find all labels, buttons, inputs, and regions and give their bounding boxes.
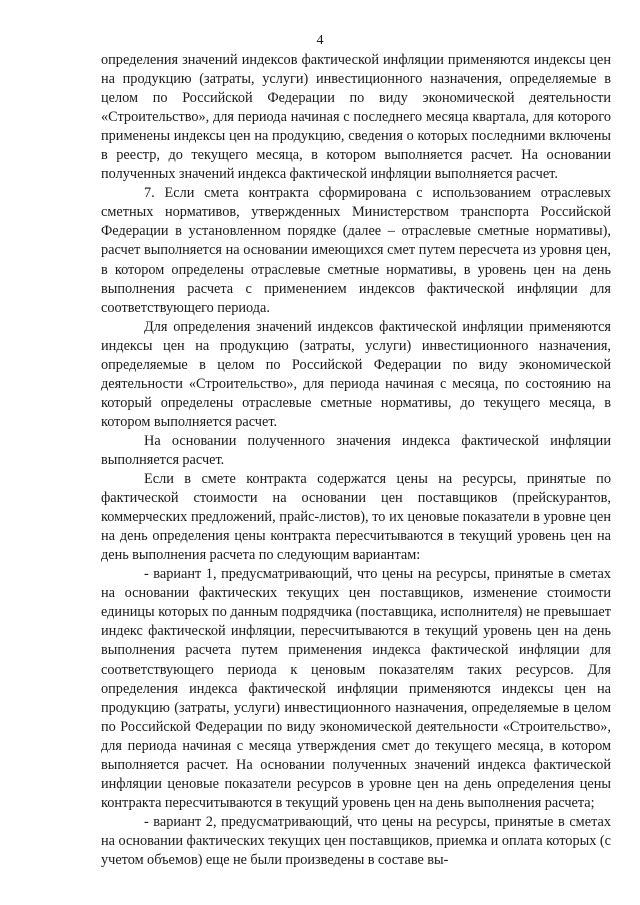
paragraph-4: На основании полученного значения индекса фактической инфляции выполняется расчет. xyxy=(101,432,611,468)
paragraph-variant-1: - вариант 1, предусматривающий, что цены на ресурсы, принятые в сметах на основании фактических текущих цен поставщиков, изменение стоимости единицы которых по данным подрядчика (поставщика, исполнителя) не превышает индекс фактической инфляции, пересчитываются в текущий уровень цен на день выполнения расчета путем применения индекса фактической инфляции для соответствующего периода к ценовым показателям таких ресурсов. Для определения индекса фактической инфляции применяются индексы цен на продукцию (затраты, услуги) инвестиционного назначения, определяемые в целом по Российской Федерации по виду экономической деятельности «Строительство», для периода начиная с месяца утверждения смет до текущего месяца, в котором выполняется расчет. На основании полученных значений индекса фактической инфляции ценовые показатели ресурсов в уровне цен на день определения цены контракта пересчитываются в текущий уровень цен на день выполнения расчета; xyxy=(101,566,611,811)
page-number: 4 xyxy=(316,33,324,48)
paragraph-1: определения значений индексов фактической инфляции применяются индексы цен на продукцию (затраты, услуги) инвестиционного назначения, определяемые в целом по Российской Федерации по виду экономической деятельности «Строительство», для периода начиная с последнего месяца квартала, для которого применены индексы цен на продукцию, сведения о которых последними включены в реестр, до текущего месяца, в котором выполняется расчет. На основании полученных значений индекса фактической инфляции выполняется расчет. xyxy=(101,52,611,183)
paragraph-3: Для определения значений индексов фактической инфляции применяются индексы цен на продукцию (затраты, услуги) инвестиционного назначения, определяемые в целом по Российской Федерации по виду экономической деятельности «Строительство», для периода начиная с месяца, по состоянию на который определены отраслевые сметные нормативы, до текущего месяца, в котором выполняется расчет. xyxy=(101,318,611,430)
paragraph-5: Если в смете контракта содержатся цены на ресурсы, принятые по фактической стоимости на основании цен поставщиков (прейскурантов, коммерческих предложений, прайс-листов), то их ценовые показатели в уровне цен на день определения цены контракта пересчитываются в текущий уровень цен на день выполнения расчета по следующим вариантам: xyxy=(101,471,611,564)
document-body xyxy=(101,51,611,870)
paragraph-item-7: 7. Если смета контракта сформирована с использованием отраслевых сметных нормативов, утвержденных Министерством транспорта Российской Федерации в установленном порядке (далее – отраслевые сметные нормативы), расчет выполняется на основании имеющихся смет путем пересчета из уровня цен, в котором определены отраслевые сметные нормативы, в уровень цен на день выполнения расчета с применением индексов фактической инфляции для соответствующего периода. xyxy=(101,185,611,316)
paragraph-variant-2: - вариант 2, предусматривающий, что цены на ресурсы, принятые в сметах на основании фактических текущих цен поставщиков, приемка и оплата которых (с учетом объемов) еще не были произведены в составе вы- xyxy=(101,813,611,868)
